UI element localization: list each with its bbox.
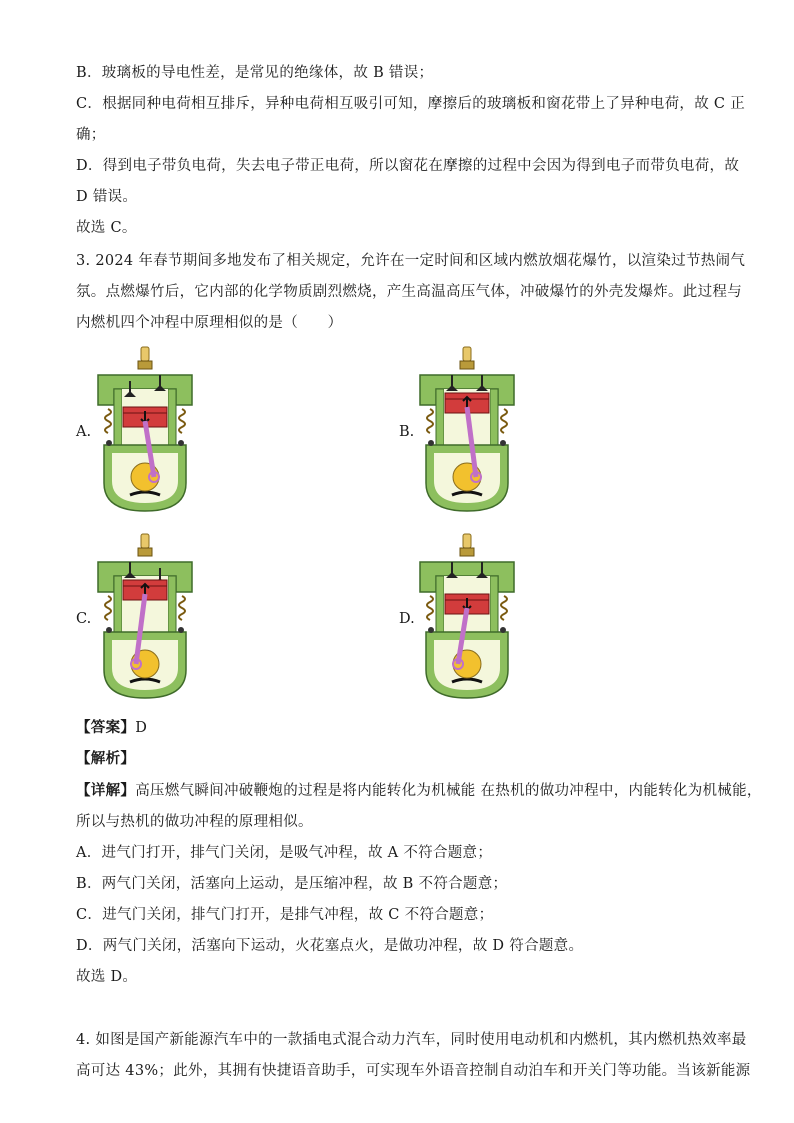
intake-spring-icon [105, 409, 111, 433]
question-4-line: 4. 如图是国产新能源汽车中的一款插电式混合动力汽车，同时使用电动机和内燃机，其内燃机热效率最 [76, 1032, 747, 1048]
intake-spring-icon [105, 596, 111, 620]
spark-plug-base-icon [138, 361, 152, 369]
cam-icon [500, 627, 506, 633]
spark-plug-icon [141, 347, 149, 361]
spark-plug-base-icon [460, 361, 474, 369]
question-3-line: 内燃机四个冲程中原理相似的是（ ） [76, 315, 343, 331]
cam-icon [106, 440, 112, 446]
conclusion-line: 故选 D。 [76, 969, 138, 985]
text-line: 确； [76, 127, 106, 143]
cam-icon [428, 627, 434, 633]
explanation-line: A．进气门打开，排气门关闭，是吸气冲程，故 A 不符合题意； [76, 845, 493, 861]
engine-diagram-a [90, 345, 200, 515]
detail-text: 高压燃气瞬间冲破鞭炮的过程是将内能转化为机械能 在热机的做功冲程中，内能转化为机械能， [135, 783, 762, 799]
text-line: D 错误。 [76, 189, 138, 205]
detail-line: 所以与热机的做功冲程的原理相似。 [76, 814, 313, 830]
engine-svg [412, 532, 522, 702]
spark-plug-icon [463, 347, 471, 361]
question-3-line: 氛。点燃爆竹后，它内部的化学物质剧烈燃烧，产生高温高压气体，冲破爆竹的外壳发爆炸。此过程与 [76, 284, 742, 300]
engine-svg [90, 532, 200, 702]
intake-spring-icon [427, 409, 433, 433]
cam-icon [178, 627, 184, 633]
exhaust-spring-icon [501, 596, 507, 620]
text-line: B．玻璃板的导电性差，是常见的绝缘体，故 B 错误； [76, 65, 434, 81]
spark-plug-icon [463, 534, 471, 548]
spark-plug-icon [141, 534, 149, 548]
cam-icon [428, 440, 434, 446]
text-line: C．根据同种电荷相互排斥，异种电荷相互吸引可知，摩擦后的玻璃板和窗花带上了异种电荷，故 C 正 [76, 96, 746, 112]
analysis-label: 【解析】 [76, 750, 136, 767]
question-3-line: 3. 2024 年春节期间多地发布了相关规定，允许在一定时间和区域内燃放烟花爆竹，以渲染过节热闹气 [76, 253, 746, 269]
option-a-label: A. [76, 424, 92, 440]
answer-value: D [135, 720, 148, 736]
explanation-line: B．两气门关闭，活塞向上运动，是压缩冲程，故 B 不符合题意； [76, 876, 508, 892]
engine-diagram-b [412, 345, 522, 515]
detail-label: 【详解】 [76, 782, 136, 799]
cam-icon [106, 627, 112, 633]
engine-diagram-d [412, 532, 522, 702]
exhaust-spring-icon [501, 409, 507, 433]
spark-plug-base-icon [138, 548, 152, 556]
question-4-line: 高可达 43%；此外，其拥有快捷语音助手，可实现车外语音控制自动泊车和开关门等功能。当该新能源 [76, 1063, 751, 1079]
answer-label: 【答案】 [76, 719, 136, 736]
explanation-line: D．两气门关闭，活塞向下运动，火花塞点火，是做功冲程，故 D 符合题意。 [76, 938, 584, 954]
cam-icon [500, 440, 506, 446]
engine-svg [412, 345, 522, 515]
detail-line [76, 781, 762, 801]
text-line: D．得到电子带负电荷，失去电子带正电荷，所以窗花在摩擦的过程中会因为得到电子而带负电荷，故 [76, 158, 740, 174]
option-c-label: C. [76, 611, 92, 627]
answer-line [76, 718, 147, 738]
text-line: 故选 C。 [76, 220, 137, 236]
engine-diagram-c [90, 532, 200, 702]
exhaust-spring-icon [179, 596, 185, 620]
explanation-line: C．进气门关闭，排气门打开，是排气冲程，故 C 不符合题意； [76, 907, 494, 923]
option-b-label: B. [399, 424, 415, 440]
spark-plug-base-icon [460, 548, 474, 556]
exhaust-spring-icon [179, 409, 185, 433]
engine-svg [90, 345, 200, 515]
intake-spring-icon [427, 596, 433, 620]
cam-icon [178, 440, 184, 446]
option-d-label: D. [399, 611, 415, 627]
